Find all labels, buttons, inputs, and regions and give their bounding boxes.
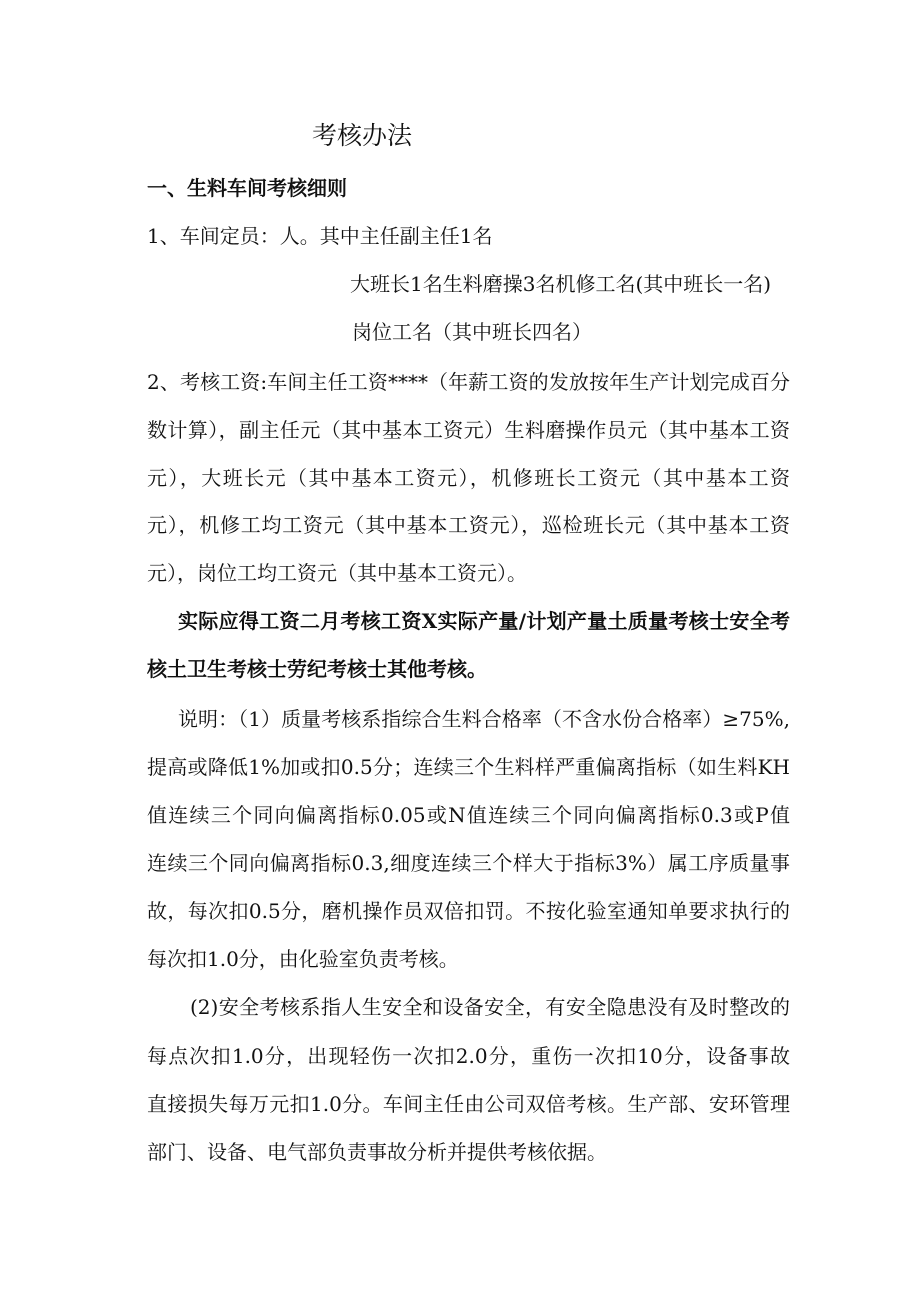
wage-paragraph-line: 2、考核工资:车间主任工资****（年薪工资的发放按年生产计划完成百分 — [147, 370, 790, 394]
staffing-line-1: 1、车间定员：人。其中主任副主任1名 — [147, 224, 493, 248]
wage-paragraph-line: 元），机修工均工资元（其中基本工资元），巡检班长元（其中基本工资 — [147, 513, 790, 537]
quality-note-line: 提高或降低1%加或扣0.5分；连续三个生料样严重偏离指标（如生料KH — [147, 755, 790, 779]
quality-note-line: 连续三个同向偏离指标0.3,细度连续三个样大于指标3%）属工序质量事 — [147, 851, 790, 875]
quality-note-line: 每次扣1.0分，由化验室负责考核。 — [147, 947, 459, 971]
safety-note-line: 每点次扣1.0分，出现轻伤一次扣2.0分，重伤一次扣10分，设备事故 — [147, 1044, 790, 1068]
wage-paragraph-line: 元），大班长元（其中基本工资元），机修班长工资元（其中基本工资 — [147, 466, 790, 490]
staffing-line-3: 岗位工名（其中班长四名） — [352, 320, 592, 344]
quality-note-line: 值连续三个同向偏离指标0.05或N值连续三个同向偏离指标0.3或P值 — [147, 803, 790, 827]
safety-note-line: (2)安全考核系指人生安全和设备安全，有安全隐患没有及时整改的 — [190, 995, 790, 1019]
wage-paragraph-line: 数计算），副主任元（其中基本工资元）生料磨操作员元（其中基本工资 — [147, 418, 790, 442]
quality-note-line: 说明：（1）质量考核系指综合生料合格率（不含水份合格率）≥75%, — [178, 707, 790, 731]
staffing-line-2: 大班长1名生料磨操3名机修工名(其中班长一名) — [350, 272, 772, 296]
page-title: 考核办法 — [312, 121, 413, 150]
safety-note-line: 直接损失每万元扣1.0分。车间主任由公司双倍考核。生产部、安环管理 — [147, 1092, 790, 1116]
quality-note-line: 故，每次扣0.5分，磨机操作员双倍扣罚。不按化验室通知单要求执行的 — [147, 899, 790, 923]
formula-line: 核土卫生考核士劳纪考核士其他考核。 — [147, 657, 487, 681]
section-heading: 一、生料车间考核细则 — [147, 176, 347, 200]
wage-paragraph-line: 元），岗位工均工资元（其中基本工资元）。 — [147, 561, 527, 585]
safety-note-line: 部门、设备、电气部负责事故分析并提供考核依据。 — [147, 1140, 607, 1164]
formula-line: 实际应得工资二月考核工资X实际产量/计划产量土质量考核士安全考 — [178, 609, 790, 633]
